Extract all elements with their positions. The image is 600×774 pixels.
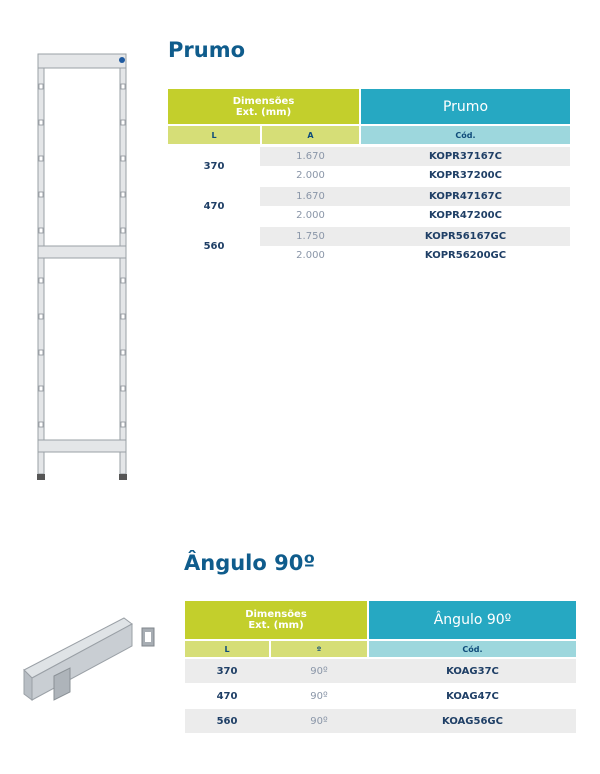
product-header: Ângulo 90º — [369, 601, 576, 639]
col-l-header: L — [185, 641, 269, 657]
dimensions-header: Dimensões Ext. (mm) — [168, 89, 359, 124]
table-row: 2.000 KOPR56200GC — [296, 250, 507, 261]
prumo-table-header — [168, 89, 570, 124]
table-row: 470 90º KOAG47C — [216, 690, 499, 702]
angulo-subheader — [185, 641, 576, 657]
table-row: 1.750 KOPR56167GC — [260, 227, 570, 246]
angulo-table-header — [185, 601, 576, 639]
table-row: 2.000 KOPR37200C — [296, 170, 502, 181]
col-degree-header: º — [271, 641, 367, 657]
col-code-header: Cód. — [369, 641, 576, 657]
table-row: 370 90º KOAG37C — [185, 659, 576, 683]
table-row-group — [168, 227, 570, 265]
table-row: 1.670 KOPR47167C — [260, 187, 570, 206]
dimensions-header: Dimensões Ext. (mm) — [185, 601, 367, 639]
col-l-header: L — [168, 126, 260, 144]
angulo-product-image — [14, 610, 164, 710]
table-row: 1.670 KOPR37167C — [260, 147, 570, 166]
prumo-title: Prumo — [168, 38, 246, 62]
table-row: 2.000 KOPR47200C — [296, 210, 502, 221]
table-row-group — [168, 147, 570, 185]
l-value: 470 — [203, 200, 225, 212]
prumo-product-image — [28, 48, 138, 488]
product-header: Prumo — [361, 89, 570, 124]
prumo-subheader — [168, 126, 570, 144]
prumo-table — [168, 89, 570, 265]
l-value: 370 — [203, 160, 225, 172]
angulo-table — [185, 601, 576, 733]
table-row: 560 90º KOAG56GC — [185, 709, 576, 733]
col-a-header: A — [262, 126, 359, 144]
col-code-header: Cód. — [361, 126, 570, 144]
table-row-group — [168, 187, 570, 225]
l-value: 560 — [203, 240, 225, 252]
angulo-title: Ângulo 90º — [184, 551, 316, 575]
